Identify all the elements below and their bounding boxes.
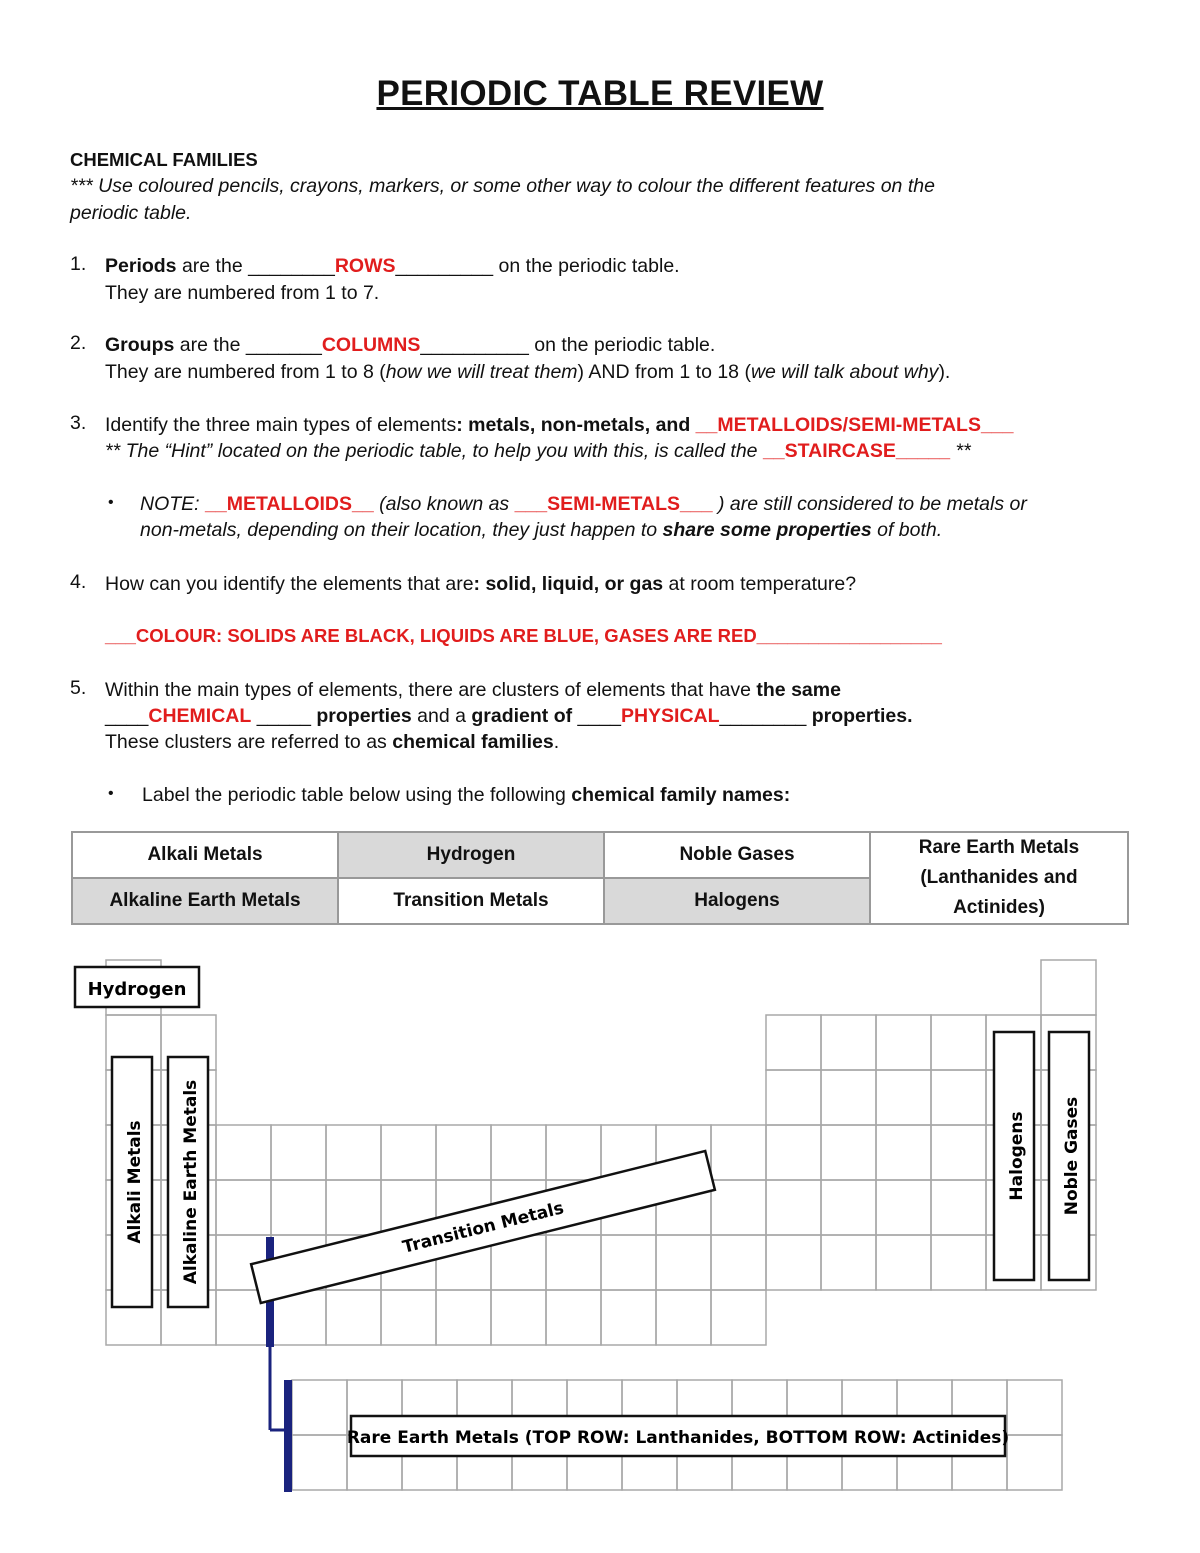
- grid-cell: [601, 1290, 656, 1345]
- grid-cell: [656, 1235, 711, 1290]
- grid-cell: [821, 1070, 876, 1125]
- grid-cell: [711, 1180, 766, 1235]
- q2-l2d: we will talk about why: [750, 361, 939, 383]
- grid-cell: [766, 1015, 821, 1070]
- q2-line-2: [105, 359, 950, 385]
- grid-cell: [271, 1125, 326, 1180]
- q3-hint: [105, 438, 971, 464]
- q3-hint-post: **: [950, 440, 971, 462]
- grid-cell: [766, 1180, 821, 1235]
- note-l2c: of both.: [871, 519, 943, 541]
- note-line-1: [140, 491, 1027, 517]
- q5-bullet: •: [108, 785, 114, 802]
- q5-bold-2: gradient of: [471, 705, 573, 727]
- grid-cell: [546, 1125, 601, 1180]
- q5-bold-1: properties: [316, 705, 412, 727]
- q5-label-pre: Label the periodic table below using the following: [142, 784, 572, 806]
- q4-number: 4.: [70, 571, 87, 593]
- family-rare-earth-metals: Rare Earth Metals (Lanthanides and Actinides): [870, 832, 1128, 924]
- q1-term: Periods: [105, 255, 177, 277]
- q5-blank-1: ____: [105, 705, 149, 727]
- grid-cell: [821, 1180, 876, 1235]
- grid-cell: [931, 1180, 986, 1235]
- q3-hint-answer: __STAIRCASE_____: [762, 440, 951, 462]
- grid-cell: [216, 1180, 271, 1235]
- q1-line-1: [105, 253, 680, 279]
- family-alkaline-earth-metals: Alkaline Earth Metals: [72, 878, 338, 924]
- q5-blank-4: ________: [719, 705, 812, 727]
- q2-number: 2.: [70, 332, 87, 354]
- transition-label: Transition Metals: [400, 1198, 566, 1258]
- grid-cell: [711, 1235, 766, 1290]
- q2-l2e: ).: [938, 361, 951, 383]
- noble-label: Noble Gases: [1062, 1096, 1082, 1216]
- alkaline-earth-label: Alkaline Earth Metals: [181, 1079, 201, 1285]
- periodic-grid: [106, 960, 1096, 1490]
- grid-cell: [711, 1290, 766, 1345]
- q5-l3-bold: chemical families: [392, 731, 554, 753]
- q5-line-3: [105, 729, 559, 755]
- instruction-line-2: periodic table.: [70, 202, 192, 224]
- q1-pre: are the ________: [176, 255, 335, 277]
- q5-l1-bold: the same: [756, 679, 841, 701]
- q3-answer: __METALLOIDS/SEMI-METALS___: [695, 414, 1014, 436]
- note-mid-2: ) are still considered to be metals or: [712, 493, 1027, 515]
- q5-answer-1: CHEMICAL: [148, 705, 252, 727]
- table-row: [72, 832, 1128, 878]
- grid-cell: [711, 1125, 766, 1180]
- q5-line-1: [105, 677, 841, 703]
- grid-cell: [821, 1015, 876, 1070]
- family-halogens: Halogens: [604, 878, 870, 924]
- note-line-2: [140, 517, 942, 543]
- q5-blank-3: ____: [572, 705, 621, 727]
- note-mid-1: (also known as: [373, 493, 515, 515]
- q3-hint-pre: ** The “Hint” located on the periodic table, to help you with this, is called the: [105, 440, 763, 462]
- q4-line-1: [105, 571, 856, 597]
- grid-cell: [656, 1290, 711, 1345]
- q2-answer: COLUMNS: [321, 334, 421, 356]
- section-heading: CHEMICAL FAMILIES: [70, 149, 258, 170]
- q1-number: 1.: [70, 253, 87, 275]
- grid-cell: [876, 1235, 931, 1290]
- note-l2a: non-metals, depending on their location, they just happen to: [140, 519, 663, 541]
- q2-post: __________ on the periodic table.: [420, 334, 716, 356]
- note-l2b: share some properties: [662, 519, 872, 541]
- grid-cell: [931, 1015, 986, 1070]
- note-pre: NOTE:: [140, 493, 206, 515]
- grid-cell: [216, 1125, 271, 1180]
- note-bullet: •: [108, 494, 114, 511]
- page-title: PERIODIC TABLE REVIEW: [376, 74, 824, 113]
- q1-line-2: They are numbered from 1 to 7.: [105, 282, 380, 304]
- grid-cell: [931, 1070, 986, 1125]
- family-names-table: [71, 831, 1129, 925]
- periodic-table-diagram: [0, 930, 1200, 1550]
- grid-cell: [876, 1125, 931, 1180]
- grid-cell: [436, 1125, 491, 1180]
- q5-l3-post: .: [553, 731, 560, 753]
- grid-cell: [601, 1235, 656, 1290]
- grid-cell: [326, 1290, 381, 1345]
- grid-cell: [381, 1125, 436, 1180]
- q5-answer-2: PHYSICAL: [620, 705, 720, 727]
- q4-answer: ___COLOUR: SOLIDS ARE BLACK, LIQUIDS ARE BLUE, GASES ARE RED__________________: [105, 625, 942, 646]
- q1-post: _________ on the periodic table.: [395, 255, 680, 277]
- q5-number: 5.: [70, 677, 87, 699]
- q5-mid: and a: [411, 705, 472, 727]
- family-transition-metals: Transition Metals: [338, 878, 604, 924]
- transition-label-group: [251, 1151, 715, 1303]
- grid-cell: [491, 1125, 546, 1180]
- q2-pre: are the _______: [174, 334, 322, 356]
- grid-cell: [326, 1180, 381, 1235]
- q3-number: 3.: [70, 412, 87, 434]
- grid-cell: [931, 1235, 986, 1290]
- q2-term: Groups: [105, 334, 175, 356]
- instruction-line-1: *** Use coloured pencils, crayons, markers, or some other way to colour the different features on the: [70, 175, 935, 197]
- q5-label-bold: chemical family names:: [571, 784, 791, 806]
- grid-cell: [546, 1290, 601, 1345]
- note-answer-1: __METALLOIDS__: [205, 493, 374, 515]
- q4-post: at room temperature?: [663, 573, 857, 595]
- grid-cell: [491, 1290, 546, 1345]
- hydrogen-label: Hydrogen: [87, 979, 187, 1000]
- rare-earth-marker: [284, 1380, 292, 1492]
- grid-cell: [381, 1290, 436, 1345]
- note-answer-2: ___SEMI-METALS___: [514, 493, 713, 515]
- family-noble-gases: Noble Gases: [604, 832, 870, 878]
- grid-cell: [1007, 1435, 1062, 1490]
- grid-cell: [326, 1125, 381, 1180]
- family-alkali-metals: Alkali Metals: [72, 832, 338, 878]
- grid-cell: [766, 1070, 821, 1125]
- grid-cell: [436, 1290, 491, 1345]
- grid-cell: [766, 1235, 821, 1290]
- q5-bold-3: properties.: [811, 705, 913, 727]
- q5-line-2: [105, 703, 913, 729]
- grid-cell: [821, 1125, 876, 1180]
- q4-pre: How can you identify the elements that are: [105, 573, 474, 595]
- grid-cell: [876, 1070, 931, 1125]
- q5-l3-pre: These clusters are referred to as: [105, 731, 393, 753]
- q4-bold: : solid, liquid, or gas: [473, 573, 664, 595]
- q3-line-1: [105, 412, 1014, 438]
- grid-cell: [1007, 1380, 1062, 1435]
- rare-earth-label: Rare Earth Metals (TOP ROW: Lanthanides, BOTTOM ROW: Actinides): [346, 1428, 1010, 1448]
- q2-line-1: [105, 332, 715, 358]
- q5-label-line: [142, 782, 790, 808]
- family-hydrogen: Hydrogen: [338, 832, 604, 878]
- grid-cell: [292, 1380, 347, 1435]
- q3-bold: : metals, non-metals, and: [456, 414, 696, 436]
- grid-cell: [766, 1125, 821, 1180]
- grid-cell: [292, 1435, 347, 1490]
- q1-answer: ROWS: [334, 255, 396, 277]
- halogens-label: Halogens: [1007, 1111, 1027, 1201]
- q5-l1-pre: Within the main types of elements, there are clusters of elements that have: [105, 679, 757, 701]
- grid-cell: [821, 1235, 876, 1290]
- q2-l2c: ) AND from 1 to 18 (: [577, 361, 751, 383]
- grid-cell: [931, 1125, 986, 1180]
- q3-pre: Identify the three main types of elements: [105, 414, 457, 436]
- grid-cell: [876, 1015, 931, 1070]
- grid-cell: [546, 1235, 601, 1290]
- grid-cell: [1041, 960, 1096, 1015]
- q2-l2b: how we will treat them: [385, 361, 578, 383]
- q2-l2a: They are numbered from 1 to 8 (: [105, 361, 386, 383]
- grid-cell: [876, 1180, 931, 1235]
- q5-blank-2: _____: [251, 705, 317, 727]
- grid-cell: [271, 1180, 326, 1235]
- alkali-label: Alkali Metals: [125, 1120, 145, 1244]
